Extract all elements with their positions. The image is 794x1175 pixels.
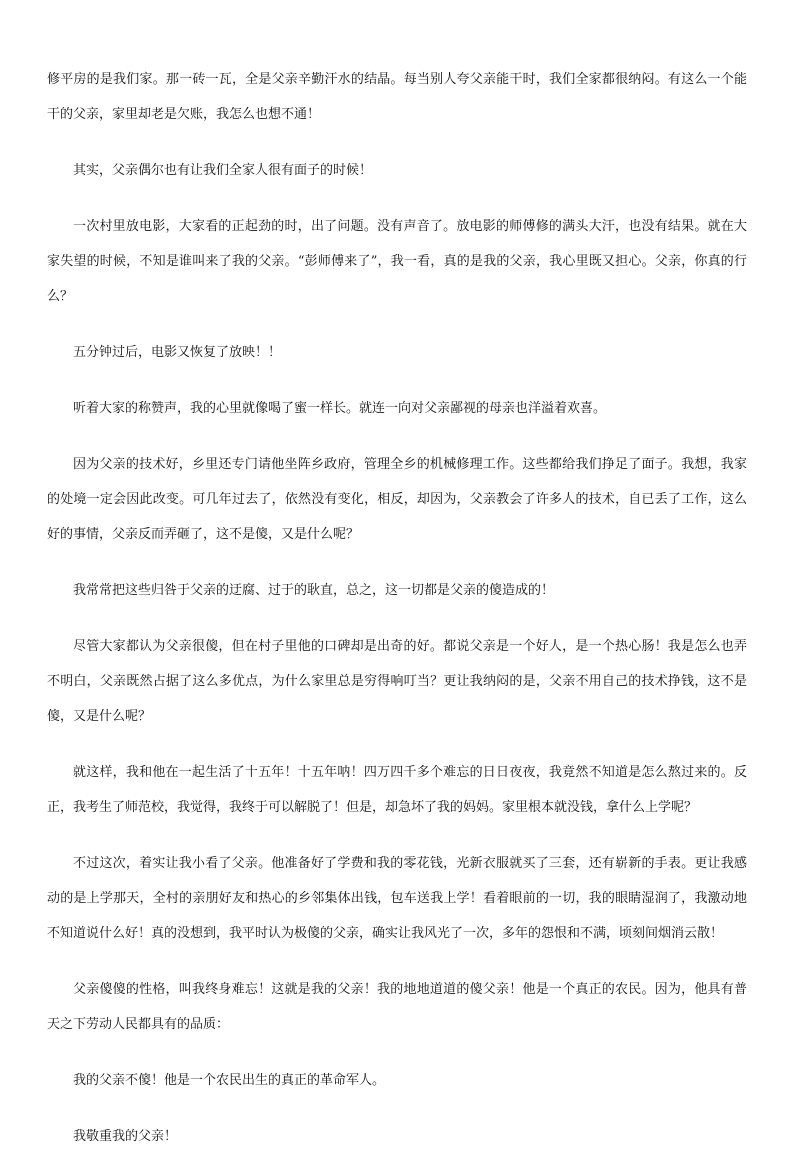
paragraph-13: 我敬重我的父亲！: [73, 1129, 178, 1144]
paragraph-4: 五分钟过后，电影又恢复了放映！！: [73, 345, 282, 360]
paragraph-10: 不过这次，着实让我小看了父亲。他准备好了学费和我的零花钱，光新衣服就买了三套，还有崭新的手表。更让我感动的是上学那天，全村的亲朋好友和热心的乡邻集体出钱，包车送我上学！看着眼前的一切，我的眼睛湿润了，我激动地不知道说什么好！真的没想到，我平时认为极傻的父亲，确实让我风光了一次，多年的怨恨和不满，顷刻间烟消云散！: [47, 856, 747, 941]
paragraph-8: 尽管大家都认为父亲很傻，但在村子里他的口碑却是出奇的好。都说父亲是一个好人，是一个热心肠！我是怎么也弄不明白，父亲既然占据了这么多优点，为什么家里总是穷得响叮当？更让我纳闷的是，父亲不用自己的技术挣钱，这不是傻，又是什么呢？: [47, 639, 747, 724]
paragraph-6: 因为父亲的技术好，乡里还专门请他坐阵乡政府，管理全乡的机械修理工作。这些都给我们挣足了面子。我想，我家的处境一定会因此改变。可几年过去了，依然没有变化，相反，却因为，父亲教会了许多人的技术，自已丢了工作，这么好的事情，父亲反而弄砸了，这不是傻，又是什么呢？: [47, 457, 747, 542]
paragraph-2: 其实，父亲偶尔也有让我们全家人很有面子的时候！: [73, 163, 373, 178]
paragraph-3: 一次村里放电影，大家看的正起劲的时，出了问题。没有声音了。放电影的师傅修的满头大汗，也没有结果。就在大家失望的时候，不知是谁叫来了我的父亲。“彭师傅来了”，我一看，真的是我的父亲，我心里既又担心。父亲，你真的行么？: [47, 219, 747, 304]
paragraph-5: 听着大家的称赞声，我的心里就像喝了蜜一样长。就连一向对父亲鄙视的母亲也洋溢着欢喜。: [73, 401, 607, 416]
paragraph-9: 就这样，我和他在一起生活了十五年！十五年呐！四万四千多个难忘的日日夜夜，我竟然不知道是怎么熬过来的。反正，我考生了师范校，我觉得，我终于可以解脱了！但是，却急坏了我的妈妈。家里根本就没钱，拿什么上学呢？: [47, 765, 747, 815]
paragraph-12: 我的父亲不傻！他是一个农民出生的真正的革命军人。: [73, 1073, 386, 1088]
paragraph-7: 我常常把这些归咎于父亲的迂腐、过于的耿直，总之，这一切都是父亲的傻造成的！: [73, 583, 555, 598]
paragraph-11: 父亲傻傻的性格，叫我终身难忘！这就是我的父亲！我的地地道道的傻父亲！他是一个真正的农民。因为，他具有普天之下劳动人民都具有的品质：: [47, 982, 747, 1032]
document-page: [47, 62, 747, 1175]
paragraph-1: 修平房的是我们家。那一砖一瓦，全是父亲辛勤汗水的结晶。每当别人夸父亲能干时，我们全家都很纳闷。有这么一个能干的父亲，家里却老是欠账，我怎么也想不通！: [47, 72, 747, 122]
